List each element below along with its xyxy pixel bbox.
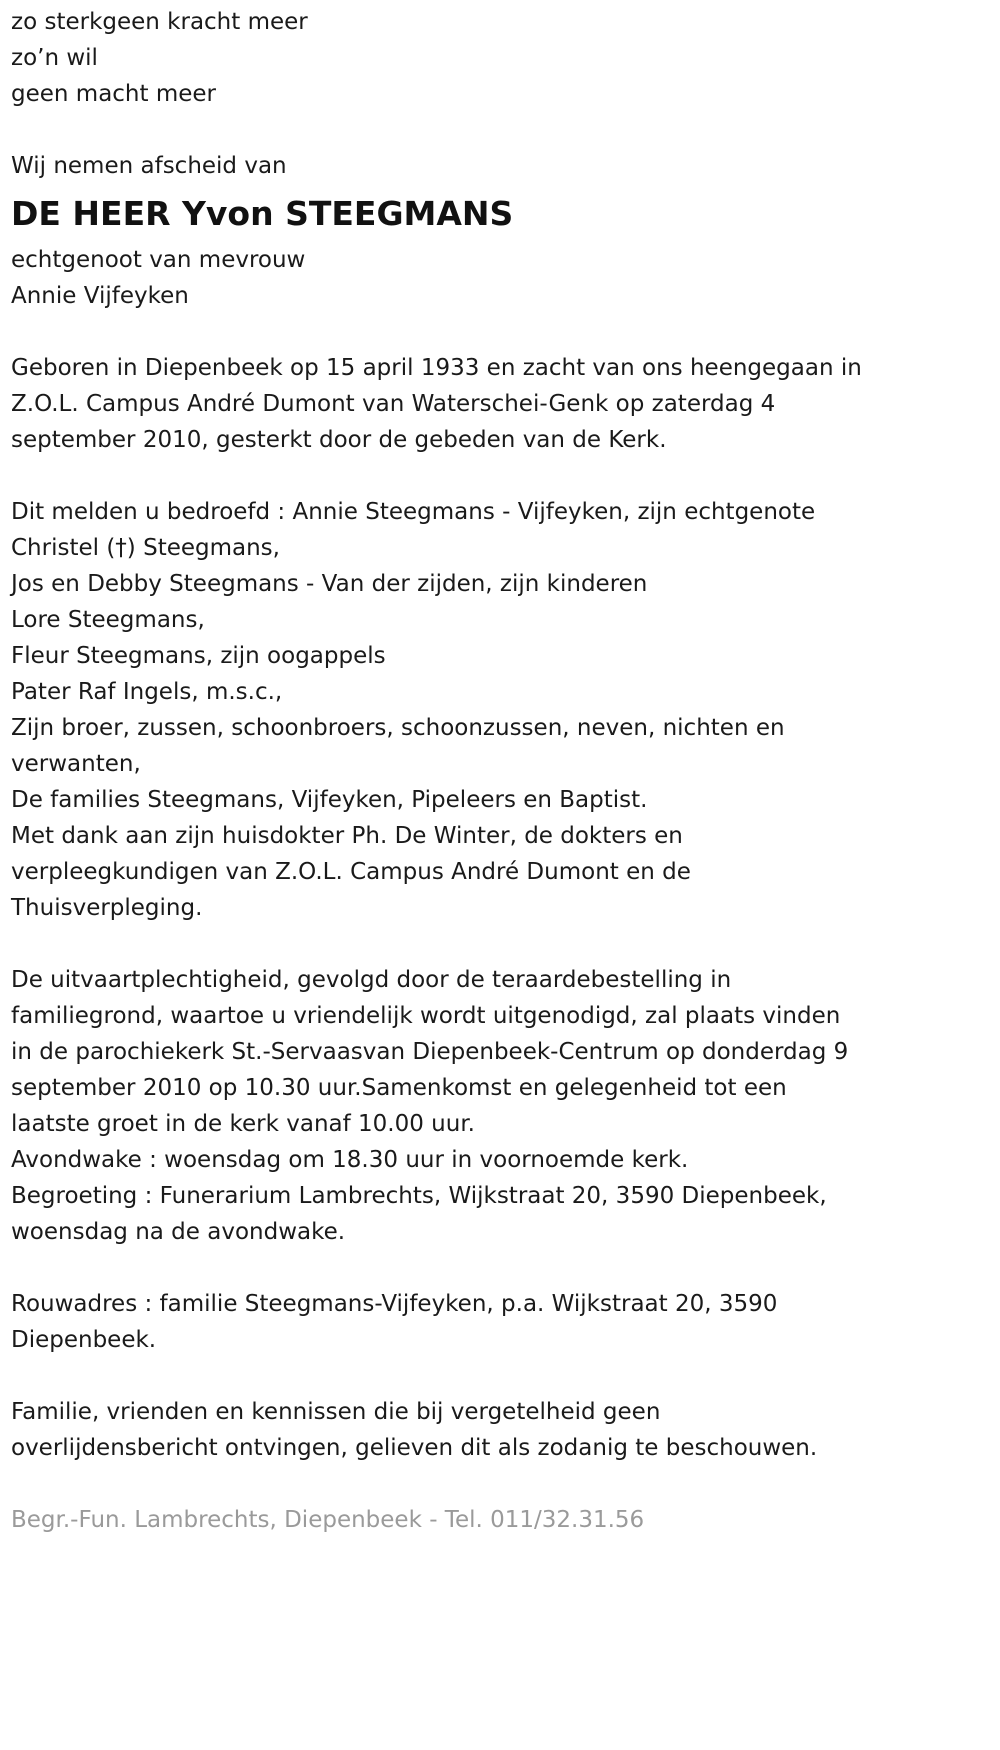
ceremony-line: Begroeting : Funerarium Lambrechts, Wijkstraat 20, 3590 Diepenbeek, (11, 1183, 827, 1209)
family-line: Dit melden u bedroefd : Annie Steegmans - Vijfeyken, zijn echtgenote (11, 499, 816, 525)
poem-line: zo sterkgeen kracht meer (11, 9, 308, 35)
obituary-notice (11, 4, 991, 1538)
ceremony-line: woensdag na de avondwake. (11, 1219, 346, 1245)
spouse-section (11, 242, 991, 314)
spacer (11, 1250, 991, 1286)
spacer (11, 314, 991, 350)
spouse-line: echtgenoot van mevrouw (11, 247, 306, 273)
ceremony-line: familiegrond, waartoe u vriendelijk wordt uitgenodigd, zal plaats vinden (11, 1003, 841, 1029)
spacer (11, 926, 991, 962)
ceremony-line: Avondwake : woensdag om 18.30 uur in voornoemde kerk. (11, 1147, 689, 1173)
family-line: Thuisverpleging. (11, 895, 203, 921)
spacer (11, 458, 991, 494)
spacer (11, 1358, 991, 1394)
birth-death-line: Geboren in Diepenbeek op 15 april 1933 en zacht van ons heengegaan in (11, 355, 862, 381)
family-line: Jos en Debby Steegmans - Van der zijden, zijn kinderen (11, 571, 648, 597)
deceased-name: DE HEER Yvon STEEGMANS (11, 194, 514, 233)
spacer (11, 112, 991, 148)
address-section (11, 1286, 991, 1358)
birth-death-section (11, 350, 991, 458)
spouse-line: Annie Vijfeyken (11, 283, 189, 309)
spacer (11, 1466, 991, 1502)
ceremony-section (11, 962, 991, 1250)
funeral-home-footer: Begr.-Fun. Lambrechts, Diepenbeek - Tel. 011/32.31.56 (11, 1507, 645, 1533)
closing-section (11, 1394, 991, 1466)
family-line: Met dank aan zijn huisdokter Ph. De Winter, de dokters en (11, 823, 683, 849)
family-line: verpleegkundigen van Z.O.L. Campus André Dumont en de (11, 859, 691, 885)
family-line: Pater Raf Ingels, m.s.c., (11, 679, 283, 705)
family-section (11, 494, 991, 926)
family-line: verwanten, (11, 751, 141, 777)
family-line: Zijn broer, zussen, schoonbroers, schoonzussen, neven, nichten en (11, 715, 785, 741)
family-line: Christel (†) Steegmans, (11, 535, 280, 561)
farewell-intro: Wij nemen afscheid van (11, 153, 287, 179)
ceremony-line: De uitvaartplechtigheid, gevolgd door de teraardebestelling in (11, 967, 732, 993)
family-line: De families Steegmans, Vijfeyken, Pipeleers en Baptist. (11, 787, 648, 813)
address-line: Diepenbeek. (11, 1327, 157, 1353)
poem (11, 4, 991, 112)
birth-death-line: Z.O.L. Campus André Dumont van Waterschei-Genk op zaterdag 4 (11, 391, 776, 417)
ceremony-line: laatste groet in de kerk vanaf 10.00 uur. (11, 1111, 475, 1137)
ceremony-line: in de parochiekerk St.-Servaasvan Diepenbeek-Centrum op donderdag 9 (11, 1039, 849, 1065)
address-line: Rouwadres : familie Steegmans-Vijfeyken, p.a. Wijkstraat 20, 3590 (11, 1291, 778, 1317)
family-line: Fleur Steegmans, zijn oogappels (11, 643, 386, 669)
poem-line: zo’n wil (11, 45, 98, 71)
closing-line: Familie, vrienden en kennissen die bij vergetelheid geen (11, 1399, 661, 1425)
birth-death-line: september 2010, gesterkt door de gebeden van de Kerk. (11, 427, 667, 453)
poem-line: geen macht meer (11, 81, 217, 107)
ceremony-line: september 2010 op 10.30 uur.Samenkomst en gelegenheid tot een (11, 1075, 787, 1101)
closing-line: overlijdensbericht ontvingen, gelieven dit als zodanig te beschouwen. (11, 1435, 818, 1461)
family-line: Lore Steegmans, (11, 607, 205, 633)
